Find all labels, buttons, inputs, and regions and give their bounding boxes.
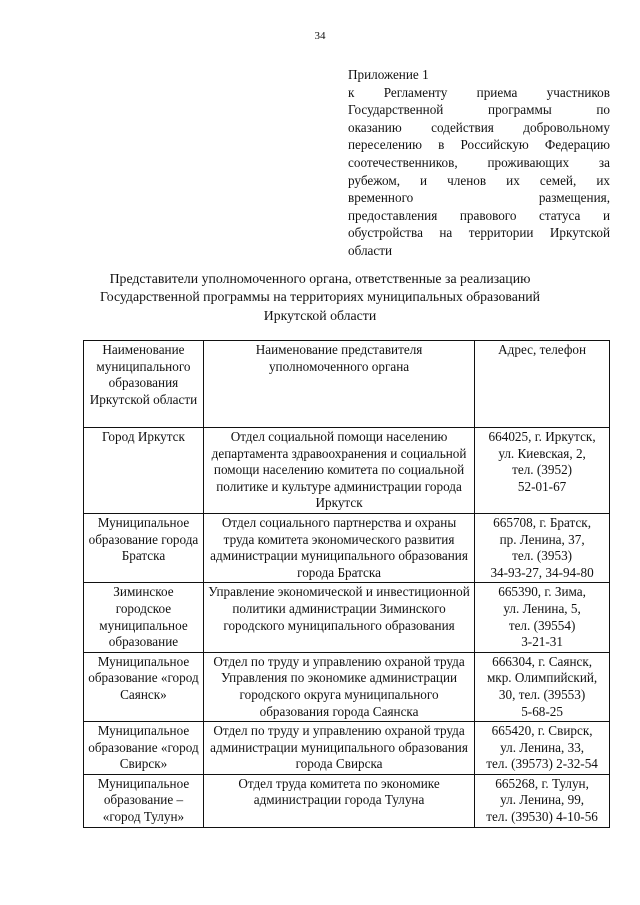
appendix-line: обустройства на территории Иркутской xyxy=(348,225,610,241)
address-line: тел. (39573) 2-32-54 xyxy=(486,756,598,772)
heading-line: Представители уполномоченного органа, ответственные за реализацию xyxy=(109,271,531,286)
address-line: пр. Ленина, 37, xyxy=(499,531,585,547)
address-line: 665390, г. Зима, xyxy=(498,584,586,600)
appendix-line: оказанию содействия добровольному xyxy=(348,119,610,135)
address-line: тел. (3952) xyxy=(512,462,573,478)
address-line: 34-93-27, 34-94-80 xyxy=(490,564,594,580)
address-line: 30, тел. (39553) xyxy=(498,686,586,702)
address-line: ул. Киевская, 2, xyxy=(498,445,586,461)
address-line: мкр. Олимпийский, xyxy=(486,670,598,686)
representatives-table xyxy=(83,340,610,828)
address-line: 52-01-67 xyxy=(517,478,567,494)
representative-cell: Отдел социальной помощи населению департамента здравоохранения и социальной помощи населению комитета по социальной политике и культуре администрации города Иркутск xyxy=(203,428,474,514)
appendix-line: временного размещения, xyxy=(348,190,610,206)
table-row xyxy=(84,583,610,652)
table-row xyxy=(84,774,610,827)
address-cell xyxy=(475,428,610,514)
representative-cell: Отдел по труду и управлению охраной труда Управления по экономике администрации городского округа муниципального образования города Саянска xyxy=(203,652,474,721)
address-line: 664025, г. Иркутск, xyxy=(488,429,596,444)
table-row xyxy=(84,652,610,721)
address-cell xyxy=(475,583,610,652)
address-cell xyxy=(475,652,610,721)
appendix-line: предоставления правового статуса и xyxy=(348,207,610,223)
municipality-cell: Город Иркутск xyxy=(84,428,204,514)
representative-cell: Отдел труда комитета по экономике администрации города Тулуна xyxy=(203,774,474,827)
address-cell xyxy=(475,722,610,775)
appendix-line: области xyxy=(348,242,393,258)
address-line: ул. Ленина, 33, xyxy=(500,739,585,755)
address-line: тел. (39530) 4-10-56 xyxy=(486,809,598,825)
address-line: ул. Ленина, 99, xyxy=(500,792,585,808)
address-line: 665268, г. Тулун, xyxy=(495,775,589,791)
header-address: Адрес, телефон xyxy=(475,341,610,428)
representative-cell: Отдел социального партнерства и охраны труда комитета экономического развития администрации муниципального образования города Братска xyxy=(203,513,474,582)
table-row xyxy=(84,513,610,582)
representative-cell: Управление экономической и инвестиционной политики администрации Зиминского городского муниципального образования xyxy=(203,583,474,652)
address-line: 665708, г. Братск, xyxy=(493,514,592,530)
municipality-cell: Зиминское городское муниципальное образование xyxy=(84,583,204,652)
appendix-line: соотечественников, проживающих за xyxy=(348,154,610,170)
appendix-line: рубежом, и членов их семей, их xyxy=(348,172,610,188)
appendix-line: переселению в Российскую Федерацию xyxy=(348,137,610,153)
appendix-title: Приложение 1 xyxy=(348,67,429,82)
document-heading xyxy=(60,270,580,325)
address-line: 3-21-31 xyxy=(521,634,563,650)
address-cell xyxy=(475,774,610,827)
municipality-cell: Муниципальное образование «город Саянск» xyxy=(84,652,204,721)
page-number: 34 xyxy=(314,30,326,42)
header-municipality: Наименование муниципального образования Иркутской области xyxy=(84,341,204,428)
address-line: 5-68-25 xyxy=(521,703,563,719)
table-row xyxy=(84,428,610,514)
address-line: 665420, г. Свирск, xyxy=(491,723,593,739)
appendix-line: Государственной программы по xyxy=(348,102,610,118)
address-cell xyxy=(475,513,610,582)
representative-cell: Отдел по труду и управлению охраной труда администрации муниципального образования города Свирска xyxy=(203,722,474,775)
address-line: 666304, г. Саянск, xyxy=(492,653,593,669)
appendix-block xyxy=(348,66,610,260)
address-line: тел. (3953) xyxy=(512,548,573,564)
table-row xyxy=(84,722,610,775)
table-header-row xyxy=(84,341,610,428)
municipality-cell: Муниципальное образование «город Свирск» xyxy=(84,722,204,775)
heading-line: Иркутской области xyxy=(263,307,377,323)
heading-line: Государственной программы на территориях муниципальных образований xyxy=(99,289,541,305)
address-line: ул. Ленина, 5, xyxy=(503,600,581,616)
address-line: тел. (39554) xyxy=(508,617,576,633)
header-representative: Наименование представителя уполномоченного органа xyxy=(203,341,474,428)
municipality-cell: Муниципальное образование – «город Тулун» xyxy=(84,774,204,827)
appendix-line: к Регламенту приема участников xyxy=(348,84,610,100)
municipality-cell: Муниципальное образование города Братска xyxy=(84,513,204,582)
